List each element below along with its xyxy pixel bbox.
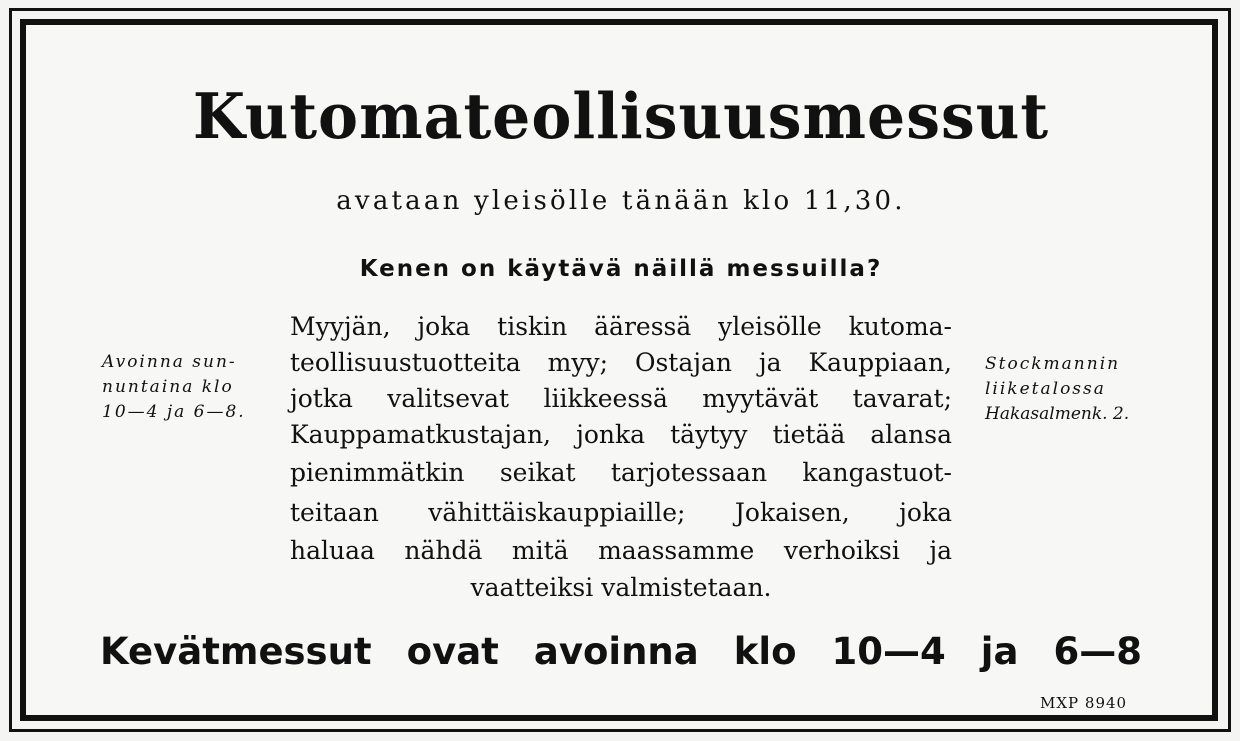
note-line: Hakasalmenk. 2.	[985, 404, 1130, 424]
note-line: Avoinna sun-	[102, 352, 237, 372]
note-line: nuntaina klo	[102, 377, 234, 397]
location-note	[985, 352, 1145, 427]
note-line: 10—4 ja 6—8.	[102, 402, 246, 422]
note-line: Stockmannin	[985, 354, 1121, 374]
bottom-headline: Kevätmessut ovat avoinna klo 10—4 ja 6—8	[100, 630, 1142, 673]
note-line: liiketalossa	[985, 379, 1106, 399]
ad-code: MXP 8940	[1040, 694, 1128, 712]
opening-hours-note	[102, 350, 262, 425]
body-line: jotka valitsevat liikkeessä myytävät tavarat;	[290, 384, 952, 413]
ad-subtitle: avataan yleisölle tänään klo 11,30.	[336, 186, 906, 216]
body-line: vaatteiksi valmistetaan.	[470, 573, 772, 602]
body-line: pienimmätkin seikat tarjotessaan kangastuot-	[290, 458, 952, 487]
body-line: Myyjän, joka tiskin ääressä yleisölle kutoma-	[290, 312, 952, 341]
ad-question: Kenen on käytävä näillä messuilla?	[359, 256, 883, 282]
ad-title: Kutomateollisuusmessut	[192, 80, 1050, 154]
body-line: Kauppamatkustajan, jonka täytyy tietää alansa	[290, 420, 952, 449]
body-line: teollisuustuotteita myy; Ostajan ja Kauppiaan,	[290, 348, 952, 377]
body-line: teitaan vähittäiskauppiaille; Jokaisen, joka	[290, 498, 952, 527]
body-line: haluaa nähdä mitä maassamme verhoiksi ja	[290, 536, 952, 565]
